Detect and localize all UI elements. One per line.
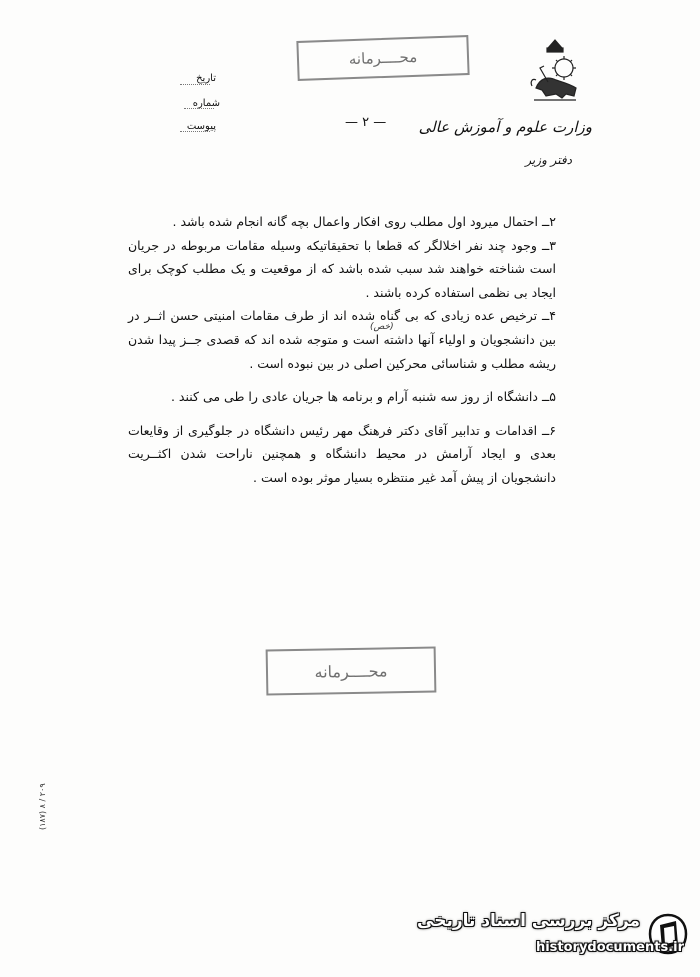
watermark-url: historydocuments.ir — [535, 940, 684, 955]
office-subtitle: دفتر وزیر — [525, 153, 572, 167]
attachment-label: پیوست — [186, 121, 216, 132]
lion-and-sun-emblem-icon — [526, 38, 584, 106]
confidential-stamp-bottom: محــــرمانه — [266, 647, 437, 696]
archive-reference: (۱۸۷) ۸ / ۲۰۹ — [38, 783, 47, 830]
watermark — [403, 909, 688, 967]
paragraph-5: ۵ــ دانشگاه از روز سه شنبه آرام و برنامه ها جریان عادی را طی می کنند . — [170, 389, 556, 405]
handwritten-annotation: (خص) — [370, 322, 394, 332]
watermark-title: مرکز بررسی اسناد تاریخی — [417, 911, 640, 931]
paragraph-4: ۴ــ ترخیص عده زیادی که بی گناه شده اند از طرف مقامات امنیتی حسن اثــر در بین دانشجویان و اولیاء آنها داشته است و متوجه شده اند که قصدی جــز پیدا شدن ریشه مطلب و شناسائی محرکین اصلی در بین نبوده است . — [128, 308, 556, 371]
date-line — [180, 84, 210, 85]
date-label: تاریخ — [196, 73, 216, 84]
confidential-stamp-top: محــــرمانه — [296, 35, 469, 81]
paragraph-6: ۶ــ اقدامات و تدابیر آقای دکتر فرهنگ مهر رئیس دانشگاه در جلوگیری از وقایعات بعدی و ایجاد آرامش در محیط دانشگاه و همچنین ناراحت شدن اکثــریت دانشجویان از پیش آمد غیر منتظره بسیار موثر بوده است . — [128, 422, 556, 485]
attachment-line — [180, 131, 210, 132]
ministry-title: وزارت علوم و آموزش عالی — [418, 118, 592, 136]
letter-body — [128, 210, 556, 490]
paragraph-3: ۳ــ وجود چند نفر اخلالگر که قطعا با تحقیقاتیکه وسیله مقامات مربوطه در جریان است شناخته خواهند شد سبب شده باشد که از موقعیت و یک مطلب کوچک برای ایجاد بی نظمی استفاده کرده باشند . — [128, 237, 556, 300]
paragraph-2: ۲ــ احتمال میرود اول مطلب روی افکار واعمال بچه گانه انجام شده باشد . — [172, 214, 556, 229]
page-number: — ۲ — — [345, 115, 387, 130]
number-label: شماره — [192, 98, 220, 109]
number-line — [184, 108, 214, 109]
